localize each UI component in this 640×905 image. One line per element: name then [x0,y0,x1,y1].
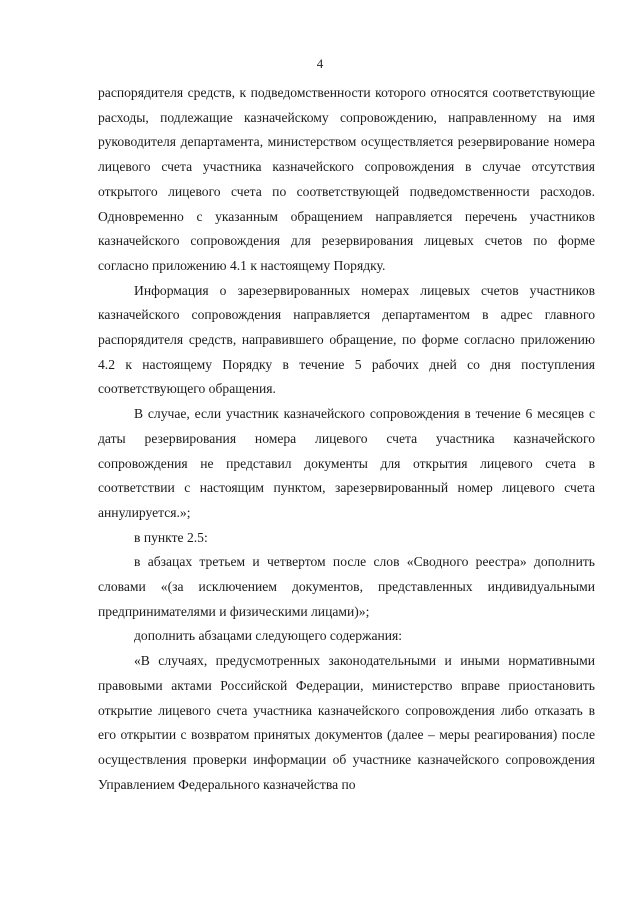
document-body [98,81,595,797]
paragraph-amendment-abzats: в абзацах третьем и четвертом после слов «Сводного реестра» дополнить словами «(за исключением документов, представленных индивидуальными предпринимателями и физическими лицами)»; [98,554,595,619]
paragraph-reserved-numbers-info: Информация о зарезервированных номерах лицевых счетов участников казначейского сопровождения направляется департаментом в адрес главного распорядителя средств, направившего обращение, по форме согласно приложению 4.2 к настоящему Порядку в течение 5 рабочих дней со дня поступления соответствующего обращения. [98,282,595,397]
paragraph-add-abzats: дополнить абзацами следующего содержания: [134,628,403,644]
paragraph-clause-2-5: в пункте 2.5: [134,529,208,545]
paragraph-annulment: В случае, если участник казначейского сопровождения в течение 6 месяцев с даты резервирования номера лицевого счета участника казначейского сопровождения не представил документы для открытия лицевого счета в соответствии с настоящим пунктом, зарезервированный номер лицевого счета аннулируется.»; [98,406,595,520]
paragraph-continuation: распорядителя средств, к подведомственности которого относятся соответствующие расходы, подлежащие казначейскому сопровождению, направленному на имя руководителя департамента, министерством осуществляется резервирование номера лицевого счета участника казначейского сопровождения в случае отсутствия открытого лицевого счета по соответствующей подведомственности расходов. Одновременно с указанным обращением направляется перечень участников казначейского сопровождения для резервирования лицевых счетов по форме согласно приложению 4.1 к настоящему Порядку. [98,85,595,273]
page-number: 4 [316,56,324,71]
paragraph-response-measures: «В случаях, предусмотренных законодательными и иными нормативными правовыми актами Российской Федерации, министерство вправе приостановить открытие лицевого счета участника казначейского сопровождения либо отказать в его открытии с возвратом принятых документов (далее – меры реагирования) после осуществления проверки информации об участнике казначейского сопровождения Управлением Федерального казначейства по [98,653,595,792]
